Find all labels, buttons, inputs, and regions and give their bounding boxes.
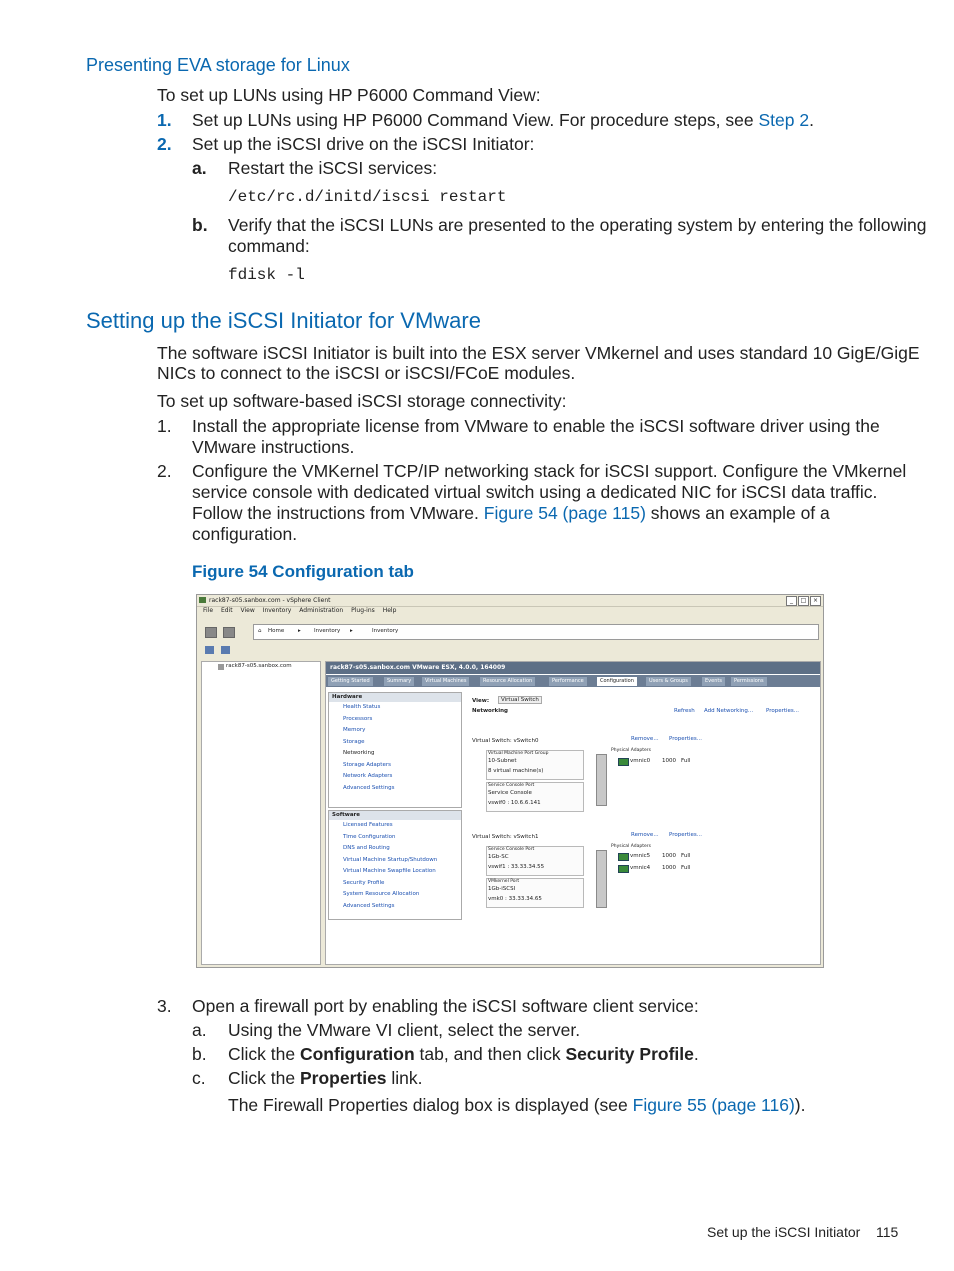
tab-summary[interactable]: Summary bbox=[384, 677, 414, 686]
window-titlebar bbox=[197, 595, 823, 607]
text-part: ). bbox=[794, 1095, 806, 1115]
vm-port-group bbox=[486, 750, 584, 780]
nic-duplex: Full bbox=[681, 865, 691, 871]
step-text-part: Set up LUNs using HP P6000 Command View. For procedure steps, see bbox=[192, 110, 759, 130]
list-text: configuration. bbox=[192, 524, 298, 544]
breadcrumb-home[interactable]: Home bbox=[268, 628, 285, 634]
substep-letter: a. bbox=[192, 1020, 207, 1040]
list-text-part: shows an example of a bbox=[645, 503, 830, 523]
figure-caption: Figure 54 Configuration tab bbox=[192, 562, 414, 581]
tab-virtual-machines[interactable]: Virtual Machines bbox=[422, 677, 469, 686]
view-select[interactable]: Virtual Switch bbox=[498, 696, 542, 704]
link-storage-adapters[interactable]: Storage Adapters bbox=[343, 761, 391, 768]
link-network-adapters[interactable]: Network Adapters bbox=[343, 773, 393, 779]
nic-icon bbox=[618, 853, 629, 861]
bold-properties: Properties bbox=[299, 1068, 387, 1088]
substep-text-cont: command: bbox=[228, 236, 310, 256]
list-number: 2. bbox=[157, 461, 172, 481]
breadcrumb-inventory[interactable]: Inventory bbox=[314, 628, 341, 634]
vswitch1-remove[interactable]: Remove... bbox=[631, 832, 659, 838]
breadcrumb-separator-icon: ▸ bbox=[350, 628, 353, 634]
tab-users-groups[interactable]: Users & Groups bbox=[646, 677, 691, 686]
vmkernel-port bbox=[486, 878, 584, 908]
para-line: The software iSCSI Initiator is built into the ESX server VMkernel and uses standard 10 GigE/GigE bbox=[157, 343, 920, 363]
link-time-configuration[interactable]: Time Configuration bbox=[343, 833, 396, 840]
menu-inventory[interactable]: Inventory bbox=[262, 607, 292, 614]
nic-speed: 1000 bbox=[662, 865, 676, 871]
tab-events[interactable]: Events bbox=[702, 677, 725, 686]
bold-configuration: Configuration bbox=[299, 1044, 415, 1064]
section-title-eva-linux: Presenting EVA storage for Linux bbox=[86, 55, 350, 75]
vswitch1-properties[interactable]: Properties... bbox=[669, 832, 703, 838]
host-view bbox=[325, 661, 821, 965]
pg-type: VMkernel Port bbox=[488, 879, 520, 884]
menu-administration[interactable]: Administration bbox=[299, 607, 344, 614]
tab-configuration[interactable]: Configuration bbox=[597, 677, 637, 686]
nic-icon bbox=[618, 758, 629, 766]
forward-icon[interactable] bbox=[223, 627, 235, 638]
menu-plugins[interactable]: Plug-ins bbox=[351, 607, 375, 614]
software-header: Software bbox=[329, 811, 461, 820]
inventory-tree bbox=[201, 661, 321, 965]
tab-getting-started[interactable]: Getting Started bbox=[328, 677, 373, 686]
link-memory[interactable]: Memory bbox=[343, 727, 366, 733]
para-line: To set up software-based iSCSI storage connectivity: bbox=[157, 391, 567, 411]
code-restart: /etc/rc.d/initd/iscsi restart bbox=[228, 188, 507, 206]
list-text: Open a firewall port by enabling the iSCSI software client service: bbox=[192, 996, 699, 1016]
pg-type: Service Console Port bbox=[488, 783, 535, 788]
link-licensed-features[interactable]: Licensed Features bbox=[343, 822, 393, 828]
substep-letter: b. bbox=[192, 215, 208, 235]
tab-performance[interactable]: Performance bbox=[549, 677, 587, 686]
step-number: 1. bbox=[157, 110, 172, 130]
vswitch0-properties[interactable]: Properties... bbox=[669, 736, 703, 742]
step-text bbox=[192, 110, 814, 131]
section-title-vmware: Setting up the iSCSI Initiator for VMware bbox=[86, 308, 481, 333]
address-bar bbox=[253, 624, 819, 640]
pg-name: 1Gb-SC bbox=[488, 854, 509, 860]
substep-letter: b. bbox=[192, 1044, 207, 1064]
nic-icon bbox=[618, 865, 629, 873]
nic-duplex: Full bbox=[681, 853, 691, 859]
hardware-header: Hardware bbox=[329, 693, 461, 702]
page-number: 115 bbox=[876, 1224, 899, 1240]
vswitch1-title: Virtual Switch: vSwitch1 bbox=[472, 834, 539, 840]
list-text: Install the appropriate license from VMware to enable the iSCSI software driver using the bbox=[192, 416, 880, 436]
list-text: VMware instructions. bbox=[192, 437, 355, 457]
bold-security-profile: Security Profile bbox=[565, 1044, 694, 1064]
link-processors[interactable]: Processors bbox=[343, 715, 373, 722]
link-vm-startup[interactable]: Virtual Machine Startup/Shutdown bbox=[343, 856, 438, 863]
figure-55-link[interactable]: Figure 55 (page 116) bbox=[632, 1095, 795, 1115]
host-icon bbox=[218, 664, 224, 670]
link-health-status[interactable]: Health Status bbox=[343, 704, 381, 710]
pg-name: 10-Subnet bbox=[488, 758, 517, 764]
substep-text bbox=[228, 1044, 699, 1065]
intro-text: To set up LUNs using HP P6000 Command View: bbox=[157, 85, 541, 105]
link-dns-routing[interactable]: DNS and Routing bbox=[343, 845, 390, 851]
add-networking-link[interactable]: Add Networking... bbox=[704, 708, 754, 714]
figure-54-link[interactable]: Figure 54 (page 115) bbox=[483, 503, 646, 523]
nic-name: vmnic5 bbox=[630, 853, 651, 859]
text-part: link. bbox=[386, 1068, 423, 1088]
nic-name: vmnic4 bbox=[630, 865, 651, 871]
vswitch0-remove[interactable]: Remove... bbox=[631, 736, 659, 742]
vswitch1-bar bbox=[596, 850, 607, 908]
list-number: 1. bbox=[157, 416, 172, 436]
link-security-profile[interactable]: Security Profile bbox=[343, 879, 385, 886]
sc-port-1gb bbox=[486, 846, 584, 876]
text-part: The Firewall Properties dialog box is displayed (see bbox=[228, 1095, 633, 1115]
tab-resource-allocation[interactable]: Resource Allocation bbox=[480, 677, 535, 686]
text-part: tab, and then click bbox=[414, 1044, 566, 1064]
list-text-part: Follow the instructions from VMware. bbox=[192, 503, 484, 523]
step-number: 2. bbox=[157, 134, 172, 154]
breadcrumb-separator-icon: ▸ bbox=[298, 628, 301, 634]
toolbar-host-icon[interactable] bbox=[205, 646, 214, 654]
nic-speed: 1000 bbox=[662, 758, 676, 764]
minimize-icon[interactable]: _ bbox=[786, 596, 797, 606]
nic-duplex: Full bbox=[681, 758, 691, 764]
menu-bar bbox=[197, 607, 823, 618]
list-number: 3. bbox=[157, 996, 172, 1016]
service-console-port bbox=[486, 782, 584, 812]
nic-speed: 1000 bbox=[662, 853, 676, 859]
home-icon[interactable]: ⌂ bbox=[258, 628, 262, 634]
substep-text: Using the VMware VI client, select the server. bbox=[228, 1020, 581, 1040]
step-text: Set up the iSCSI drive on the iSCSI Initiator: bbox=[192, 134, 535, 154]
pg-sub: vmk0 : 33.33.34.65 bbox=[488, 896, 542, 902]
list-text: service console with dedicated virtual switch using a dedicated NIC for iSCSI data traffic. bbox=[192, 482, 878, 502]
adapters-label: Physical Adapters bbox=[611, 844, 651, 849]
pg-type: Service Console Port bbox=[488, 847, 535, 852]
breadcrumb-inventory-2[interactable]: Inventory bbox=[372, 628, 399, 634]
link-system-resource[interactable]: System Resource Allocation bbox=[343, 891, 420, 897]
vswitch0-title: Virtual Switch: vSwitch0 bbox=[472, 738, 539, 744]
substep-letter: a. bbox=[192, 158, 207, 178]
menu-edit[interactable]: Edit bbox=[220, 607, 233, 614]
substep-letter: c. bbox=[192, 1068, 206, 1088]
back-icon[interactable] bbox=[205, 627, 217, 638]
link-advanced-settings[interactable]: Advanced Settings bbox=[343, 784, 395, 791]
app-icon bbox=[199, 597, 206, 603]
pg-sub: 8 virtual machine(s) bbox=[488, 768, 544, 774]
view-label: View: bbox=[472, 698, 490, 704]
footer-label: Set up the iSCSI Initiator bbox=[707, 1224, 861, 1240]
maximize-icon[interactable]: □ bbox=[798, 596, 809, 606]
substep-text: Restart the iSCSI services: bbox=[228, 158, 438, 178]
tree-host[interactable]: rack87-s05.sanbox.com bbox=[226, 663, 292, 669]
para-line: NICs to connect to the iSCSI or iSCSI/FCoE modules. bbox=[157, 363, 576, 383]
pg-sub: vswif1 : 33.33.34.55 bbox=[488, 864, 545, 870]
link-vm-swapfile[interactable]: Virtual Machine Swapfile Location bbox=[343, 868, 436, 874]
pg-name: Service Console bbox=[488, 790, 532, 796]
close-icon[interactable]: × bbox=[810, 596, 821, 606]
text-part: . bbox=[693, 1044, 699, 1064]
link-networking[interactable]: Networking bbox=[343, 750, 375, 756]
pg-name: 1Gb-iSCSI bbox=[488, 886, 516, 892]
menu-help[interactable]: Help bbox=[382, 607, 397, 614]
text-part: Click the bbox=[228, 1044, 300, 1064]
list-text: Configure the VMKernel TCP/IP networking stack for iSCSI support. Configure the VMkernel bbox=[192, 461, 907, 481]
adapters-label: Physical Adapters bbox=[611, 748, 651, 753]
tab-permissions[interactable]: Permissions bbox=[731, 677, 767, 686]
list-text bbox=[192, 503, 830, 524]
refresh-link[interactable]: Refresh bbox=[674, 708, 695, 714]
menu-file[interactable]: File bbox=[203, 607, 214, 614]
hardware-panel bbox=[328, 692, 462, 808]
step-text-end: . bbox=[809, 110, 814, 130]
step-2-link[interactable]: Step 2 bbox=[758, 110, 810, 130]
code-fdisk: fdisk -l bbox=[228, 266, 305, 284]
nic-name: vmnic0 bbox=[630, 758, 651, 764]
vsphere-screenshot bbox=[196, 594, 824, 968]
networking-label: Networking bbox=[472, 708, 508, 714]
host-header: rack87-s05.sanbox.com VMware ESX, 4.0.0, 164009 bbox=[326, 662, 820, 674]
properties-link[interactable]: Properties... bbox=[766, 708, 800, 714]
toolbar-refresh-icon[interactable] bbox=[221, 646, 230, 654]
window-title: rack87-s05.sanbox.com - vSphere Client bbox=[209, 597, 331, 604]
link-storage[interactable]: Storage bbox=[343, 738, 365, 745]
pg-sub: vswif0 : 10.6.6.141 bbox=[488, 800, 541, 806]
text-part: Click the bbox=[228, 1068, 300, 1088]
software-panel bbox=[328, 810, 462, 920]
tab-strip bbox=[326, 675, 820, 687]
result-text bbox=[228, 1095, 805, 1116]
menu-view[interactable]: View bbox=[240, 607, 255, 614]
pg-type: Virtual Machine Port Group bbox=[488, 751, 549, 756]
vswitch0-bar bbox=[596, 754, 607, 806]
substep-text: Verify that the iSCSI LUNs are presented to the operating system by entering the following bbox=[228, 215, 927, 235]
substep-text bbox=[228, 1068, 423, 1089]
link-advanced-settings-sw[interactable]: Advanced Settings bbox=[343, 902, 395, 909]
